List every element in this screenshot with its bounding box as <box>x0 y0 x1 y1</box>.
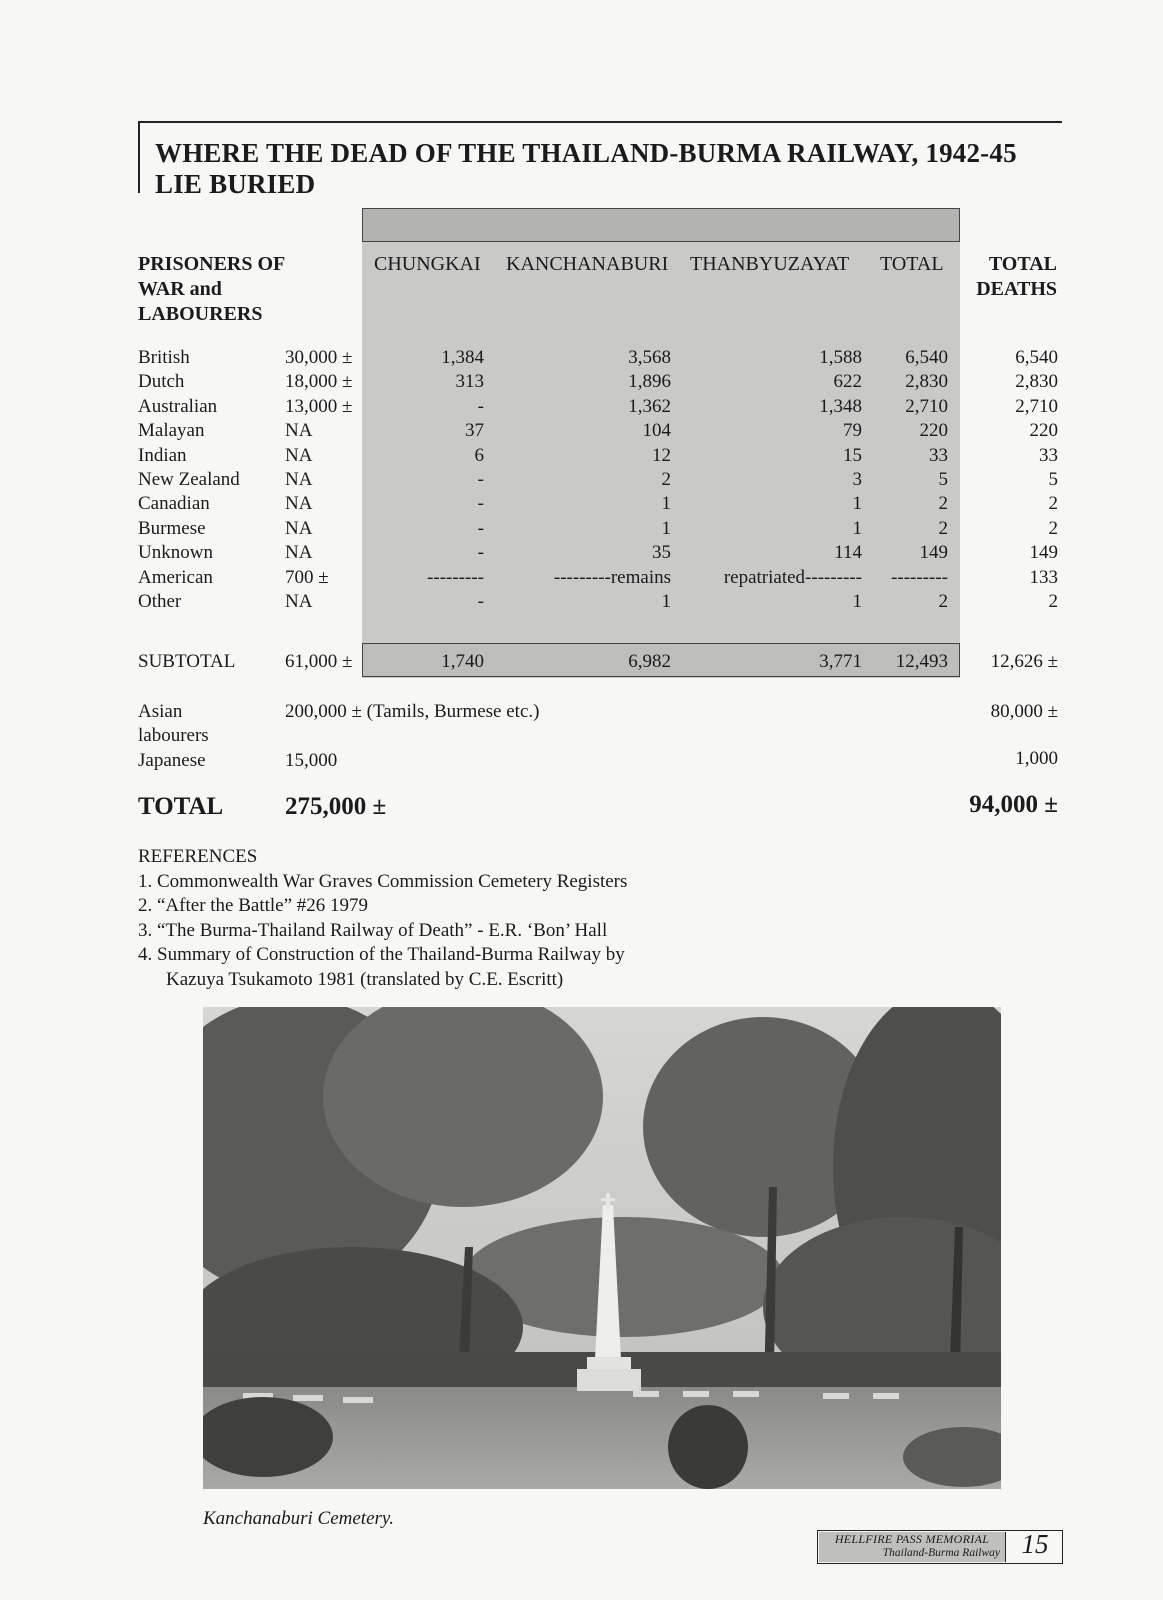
reference-item-continued: Kazuya Tsukamoto 1981 (translated by C.E. Escritt) <box>166 968 564 990</box>
photo-caption: Kanchanaburi Cemetery. <box>203 1508 395 1529</box>
row-name: Malayan <box>138 420 205 442</box>
row-deaths: 33 <box>1039 444 1058 466</box>
row-thanbyuzayat: 15 <box>843 444 862 466</box>
grand-total-pow: 275,000 ± <box>285 793 387 820</box>
row-total: 6,540 <box>905 347 948 368</box>
subtotal-deaths: 12,626 ± <box>990 651 1058 672</box>
row-deaths: 2 <box>1048 517 1058 539</box>
japanese-label: Japanese <box>138 750 206 771</box>
title-line-2: LIE BURIED <box>155 169 316 199</box>
row-chungkai: - <box>477 591 484 612</box>
col-header-total-deaths <box>976 252 1057 302</box>
row-pow: NA <box>285 420 313 442</box>
row-total: 149 <box>919 542 948 564</box>
asian-label <box>138 700 209 748</box>
asian-label-line: labourers <box>138 725 209 746</box>
row-total: 220 <box>919 420 948 442</box>
row-thanbyuzayat: 622 <box>833 371 862 393</box>
row-chungkai: 313 <box>455 371 484 393</box>
row-thanbyuzayat: 114 <box>834 542 862 564</box>
row-deaths: 2,830 <box>1015 371 1058 393</box>
row-name: American <box>138 566 213 588</box>
row-name: British <box>138 347 190 368</box>
subtotal-pow: 61,000 ± <box>285 651 353 672</box>
row-thanbyuzayat: 1 <box>852 493 862 515</box>
subtotal-kanchanaburi: 6,982 <box>628 651 671 672</box>
row-total: 2 <box>938 517 948 539</box>
row-total: 2 <box>938 591 948 612</box>
col-header-chungkai: CHUNGKAI <box>374 253 481 275</box>
row-deaths: 5 <box>1048 469 1058 490</box>
grand-total-label: TOTAL <box>138 793 224 820</box>
row-chungkai: - <box>477 469 484 490</box>
row-name: Unknown <box>138 542 213 564</box>
row-chungkai: - <box>477 493 484 515</box>
row-name: Indian <box>138 444 187 466</box>
row-name: Burmese <box>138 517 206 539</box>
reference-item: 3. “The Burma-Thailand Railway of Death” - E.R. ‘Bon’ Hall <box>138 919 608 941</box>
cemetery-photo <box>203 1007 1001 1489</box>
row-thanbyuzayat: 79 <box>843 420 862 442</box>
subtotal-chungkai: 1,740 <box>441 651 484 672</box>
page-title <box>155 138 1017 200</box>
row-total: 2 <box>938 493 948 515</box>
row-pow: NA <box>285 591 313 612</box>
reference-item: 4. Summary of Construction of the Thailand-Burma Railway by <box>138 944 625 965</box>
row-deaths: 2 <box>1048 591 1058 612</box>
row-name: Dutch <box>138 371 185 393</box>
row-header-line: WAR and <box>138 278 222 300</box>
table-header-bar <box>362 208 960 242</box>
row-thanbyuzayat: 1,588 <box>819 347 862 368</box>
row-deaths: 2,710 <box>1015 395 1058 417</box>
grand-total-deaths: 94,000 ± <box>969 791 1058 818</box>
row-chungkai: 37 <box>465 420 484 442</box>
footer-publication: HELLFIRE PASS MEMORIAL <box>834 1532 990 1546</box>
row-pow: 700 ± <box>285 566 329 588</box>
row-pow: 30,000 ± <box>285 347 353 368</box>
subtotal-total: 12,493 <box>895 651 948 672</box>
row-chungkai: --------- <box>427 566 484 588</box>
row-total: --------- <box>891 566 948 588</box>
row-kanchanaburi: 1,362 <box>628 395 671 417</box>
subtotal-thanbyuzayat: 3,771 <box>819 651 862 672</box>
row-chungkai: - <box>477 517 484 539</box>
row-kanchanaburi: 104 <box>642 420 671 442</box>
references-heading: REFERENCES <box>138 846 258 867</box>
row-kanchanaburi: 12 <box>652 444 671 466</box>
row-deaths: 133 <box>1029 566 1058 588</box>
row-name: Australian <box>138 395 218 417</box>
row-total: 33 <box>929 444 948 466</box>
row-pow: NA <box>285 444 313 466</box>
asian-deaths: 80,000 ± <box>990 701 1058 722</box>
row-pow: NA <box>285 542 313 564</box>
total-deaths-line: TOTAL <box>988 253 1057 275</box>
row-total: 2,710 <box>905 395 948 417</box>
row-header-line: PRISONERS OF <box>138 253 286 275</box>
row-chungkai: 1,384 <box>441 347 484 368</box>
col-header-total: TOTAL <box>880 253 944 275</box>
row-name: New Zealand <box>138 469 240 490</box>
row-thanbyuzayat: 1,348 <box>819 395 862 417</box>
row-pow: 13,000 ± <box>285 395 353 417</box>
row-header <box>138 252 285 327</box>
row-deaths: 149 <box>1029 542 1058 564</box>
row-thanbyuzayat: repatriated--------- <box>723 566 862 588</box>
references <box>138 845 627 992</box>
row-deaths: 220 <box>1029 420 1058 442</box>
row-kanchanaburi: 3,568 <box>628 347 671 368</box>
col-header-kanchanaburi: KANCHANABURI <box>506 253 669 275</box>
row-deaths: 2 <box>1048 493 1058 515</box>
row-kanchanaburi: ---------remains <box>553 566 671 588</box>
row-pow: NA <box>285 517 313 539</box>
row-name: Other <box>138 591 182 612</box>
row-total: 5 <box>938 469 948 490</box>
row-deaths: 6,540 <box>1015 347 1058 368</box>
row-thanbyuzayat: 1 <box>852 517 862 539</box>
row-kanchanaburi: 2 <box>661 469 671 490</box>
row-chungkai: - <box>477 542 484 564</box>
page-number: 15 <box>1021 1529 1049 1559</box>
footer-subtitle: Thailand-Burma Railway <box>882 1547 1000 1559</box>
row-total: 2,830 <box>905 371 948 393</box>
col-header-thanbyuzayat: THANBYUZAYAT <box>690 253 850 275</box>
title-line-1: WHERE THE DEAD OF THE THAILAND-BURMA RAILWAY, 1942-45 <box>155 138 1017 168</box>
row-chungkai: 6 <box>474 444 484 466</box>
row-kanchanaburi: 1 <box>661 517 671 539</box>
row-chungkai: - <box>477 395 484 417</box>
row-kanchanaburi: 1,896 <box>628 371 671 393</box>
asian-pow: 200,000 ± (Tamils, Burmese etc.) <box>285 701 540 722</box>
row-header-line: LABOURERS <box>138 303 263 325</box>
subtotal-label: SUBTOTAL <box>138 651 236 672</box>
reference-item: 2. “After the Battle” #26 1979 <box>138 895 369 916</box>
row-thanbyuzayat: 1 <box>852 591 862 612</box>
row-kanchanaburi: 35 <box>652 542 671 564</box>
japanese-pow: 15,000 <box>285 750 338 771</box>
row-thanbyuzayat: 3 <box>852 469 862 490</box>
row-kanchanaburi: 1 <box>661 591 671 612</box>
row-pow: 18,000 ± <box>285 371 353 393</box>
row-kanchanaburi: 1 <box>661 493 671 515</box>
total-deaths-line: DEATHS <box>976 278 1057 300</box>
reference-item: 1. Commonwealth War Graves Commission Cemetery Registers <box>138 870 628 892</box>
asian-label-line: Asian <box>138 701 183 722</box>
row-pow: NA <box>285 469 313 490</box>
row-name: Canadian <box>138 493 210 515</box>
row-pow: NA <box>285 493 313 515</box>
japanese-deaths: 1,000 <box>1015 748 1058 769</box>
